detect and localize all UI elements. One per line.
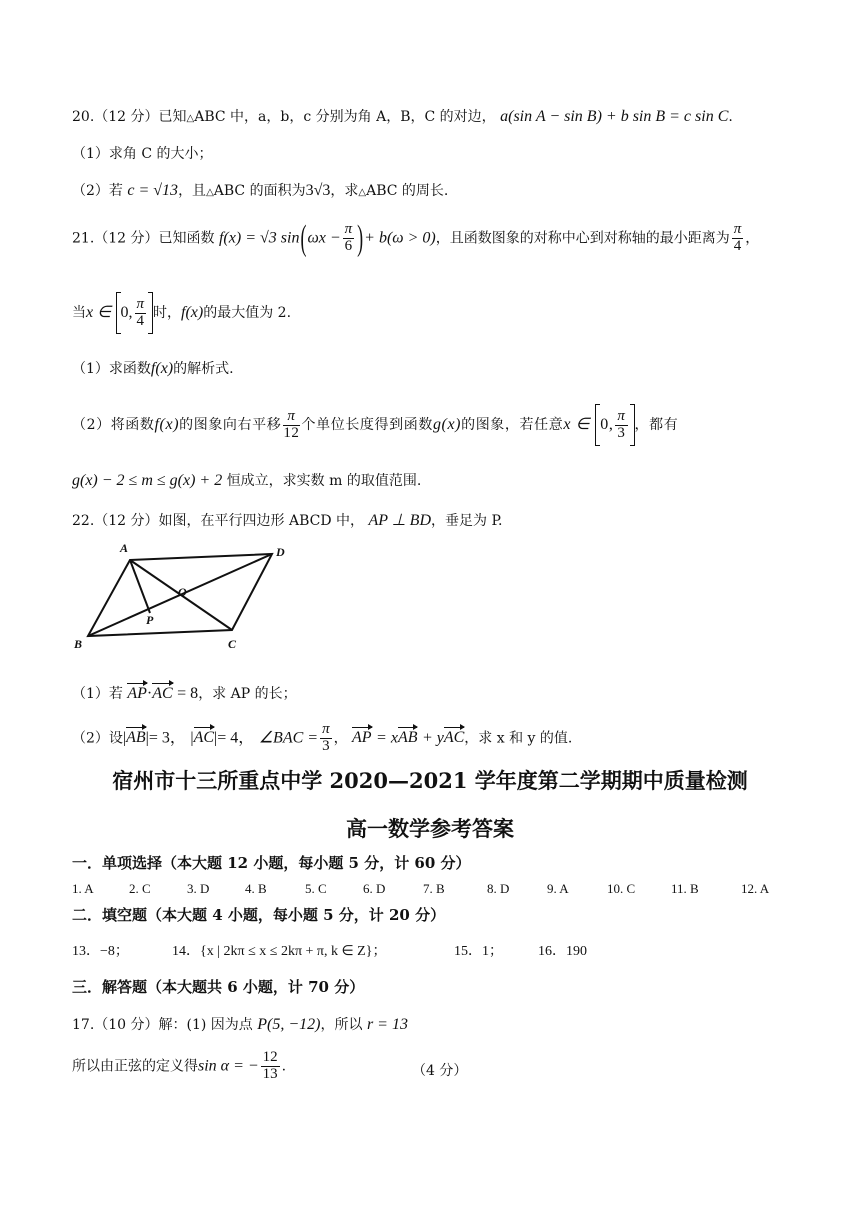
q22-abs-ac: = 4， <box>217 729 255 747</box>
q21-pi-num: π <box>344 221 353 237</box>
q20-prefix: 20.（12 分）已知 <box>72 109 187 125</box>
a17-score: （4 分） <box>412 1063 468 1079</box>
choice-answer: 5. C <box>305 881 327 896</box>
fraction-pi-4 <box>732 222 744 255</box>
q22-part2-a: （2）设 <box>72 730 123 747</box>
q20-mid: ABC 中，a，b，c 分别为角 A，B，C 的对边， <box>194 109 496 125</box>
q20-area-value: 3√3 <box>305 182 331 199</box>
q22-angle: ∠BAC = <box>258 729 319 747</box>
q21-three: 3 <box>617 424 626 441</box>
q22-stem-eq: AP ⊥ BD <box>368 512 432 529</box>
a17-sin: sin α = − <box>198 1057 259 1075</box>
q21-part2-e: ，都有 <box>634 417 679 433</box>
answer-subtitle: 高一数学参考答案 <box>346 816 514 841</box>
q22-part1-a: （1）若 <box>72 686 123 702</box>
choice-answer: 3. D <box>187 881 210 896</box>
dot-operator: · <box>146 685 153 702</box>
q20-part2-end: ，求 <box>330 183 359 199</box>
left-paren-icon: ( <box>300 217 307 258</box>
label-a: A <box>120 541 129 555</box>
q22-stem <box>72 510 503 530</box>
q21-part1-b: 的解析式. <box>173 361 234 377</box>
choice-answer: 10. C <box>607 881 636 896</box>
q20-end: . <box>728 109 733 125</box>
q21-func-inner: ωx − <box>307 229 341 247</box>
vector-ac: AC <box>152 685 173 702</box>
a17-line1 <box>72 1014 408 1034</box>
q21-pi-num4: π <box>283 409 299 426</box>
q22-dot-eq: = 8 <box>177 685 199 702</box>
q20-part1 <box>72 143 213 163</box>
q21-func-lhs: f(x) = √3 sin <box>218 229 300 247</box>
q21-line2-c: 的最大值为 2. <box>203 305 292 321</box>
section-fill-blank: 二．填空题（本大题 4 小题，每小题 5 分，计 20 分） <box>72 906 446 924</box>
q21-line2 <box>72 292 291 334</box>
choice-answer: 2. C <box>129 881 151 896</box>
q20-stem <box>72 106 733 126</box>
a17-den: 13 <box>262 1065 278 1082</box>
vector-ab: AB <box>126 729 146 747</box>
a17-line1-a: 17.（10 分）解：(1) 因为点 <box>72 1017 253 1033</box>
q22-three: 3 <box>322 737 330 754</box>
label-d: D <box>276 545 285 559</box>
triangle-icon: △ <box>358 187 367 198</box>
fraction-12-13 <box>261 1050 280 1083</box>
q21-x-in: x ∈ <box>86 304 112 321</box>
vector-ac2: AC <box>193 729 215 747</box>
fraction-pi-3-angle <box>320 722 332 755</box>
fill-answer-15: 15．1； <box>454 944 503 959</box>
q21-part2-a: （2）将函数 <box>72 417 155 433</box>
fraction-pi-4-interval <box>135 297 147 330</box>
label-p: P <box>146 613 154 627</box>
q21-line2-b: 时， <box>153 305 182 321</box>
choice-answer: 6. D <box>363 881 386 896</box>
choice-answers <box>72 881 783 897</box>
choice-answer: 12. A <box>741 881 770 896</box>
q21-inequality-line <box>72 470 421 490</box>
fraction-pi-3 <box>615 409 627 442</box>
q21-prefix: 21.（12 分）已知函数 <box>72 230 215 247</box>
q20-part2 <box>72 180 448 200</box>
right-paren-icon: ) <box>357 217 364 258</box>
choice-answer: 7. B <box>423 881 445 896</box>
q21-comma: ， <box>745 230 760 247</box>
label-c: C <box>228 637 237 651</box>
triangle-icon: △ <box>206 187 214 198</box>
fill-answer-16: 16．190 <box>538 944 587 959</box>
label-o: O <box>178 585 187 599</box>
a17-line2 <box>72 1050 286 1083</box>
a17-line2-a: 所以由正弦的定义得 <box>72 1058 198 1075</box>
vector-ap: AP <box>127 685 147 702</box>
choice-answer: 1. A <box>72 881 94 896</box>
abs-bar-icon: | <box>145 729 149 747</box>
section-solutions: 三．解答题（本大题共 6 小题，计 70 分） <box>72 978 365 996</box>
q22-part1 <box>72 683 297 703</box>
q21-part2-d: 的图象，若任意 <box>461 417 564 433</box>
q22-eq-x: = x <box>376 729 398 747</box>
q22-pi: π <box>322 721 330 737</box>
choice-answer: 8. D <box>487 881 510 896</box>
q20-part2-b: ，且 <box>178 183 207 199</box>
q21-part2-b: 的图象向右平移 <box>179 417 282 433</box>
q21-four2: 4 <box>136 312 144 329</box>
q21-fx: f(x) <box>181 304 204 321</box>
q21-gx: g(x) <box>432 416 462 433</box>
abs-bar-icon: | <box>190 729 194 747</box>
q21-pi-num3: π <box>136 295 145 312</box>
q21-inequality-end: 恒成立，求实数 m 的取值范围. <box>226 473 422 489</box>
a17-r: r = 13 <box>366 1016 408 1033</box>
q20-c-value: c = √13 <box>127 182 179 199</box>
q21-six: 6 <box>344 237 353 254</box>
q21-interval-zero2: 0, <box>600 416 614 433</box>
q22-part2-end: ，求 x 和 y 的值. <box>464 730 573 747</box>
q20-equation: a(sin A − sin B) + b sin B = c sin C <box>500 108 729 125</box>
fill-answers <box>72 940 587 960</box>
q21-four: 4 <box>733 237 742 254</box>
q21-stem <box>72 217 760 258</box>
fill-answer-13: 13．−8； <box>72 944 129 959</box>
abs-bar-icon: | <box>214 729 218 747</box>
choice-answer: 4. B <box>245 881 267 896</box>
a17-point: P(5, −12) <box>257 1016 321 1033</box>
q21-part2-c: 个单位长度得到函数 <box>301 417 433 433</box>
q21-part2 <box>72 404 678 446</box>
fraction-pi-6 <box>343 222 355 255</box>
section-single-choice: 一．单项选择（本大题 12 小题，每小题 5 分，计 60 分） <box>72 854 471 872</box>
q22-part1-b: ，求 AP 的长； <box>198 686 297 702</box>
q21-interval-zero: 0, <box>120 304 133 321</box>
q20-area-text: ABC 的面积为 <box>213 183 306 199</box>
choice-answer: 9. A <box>547 881 569 896</box>
a17-dot: . <box>281 1058 287 1075</box>
q22-eq-y: + y <box>421 729 444 747</box>
q22-stem-end: ，垂足为 P. <box>431 513 503 529</box>
fill-answer-14: 14．{x | 2kπ ≤ x ≤ 2kπ + π, k ∈ Z}； <box>172 944 387 959</box>
a17-num: 12 <box>262 1049 278 1065</box>
q20-part2-a: （2）若 <box>72 183 123 199</box>
q21-fx3: f(x) <box>154 416 180 433</box>
q21-part1 <box>72 358 234 378</box>
q21-part1-a: （1）求函数 <box>72 361 151 377</box>
q21-line2-a: 当 <box>72 305 86 321</box>
choice-answer: 11. B <box>671 881 699 896</box>
q21-x-in2: x ∈ <box>563 416 591 433</box>
vector-ac3: AC <box>443 729 465 747</box>
abs-bar-icon: | <box>122 729 127 747</box>
q21-twelve: 12 <box>283 424 300 441</box>
q22-part2: （2）设|AB|= 3， |AC|= 4， ∠BAC = $\frac{\pi}{3}$ ， AP = xAB + yAC，求 x 和 y 的值. <box>72 721 573 754</box>
q21-fx2: f(x) <box>150 360 174 377</box>
q21-pi-num2: π <box>733 221 742 237</box>
q21-inequality: g(x) − 2 ≤ m ≤ g(x) + 2 <box>72 472 223 489</box>
a17-line1-b: ，所以 <box>320 1017 363 1033</box>
q20-part1-text: （1）求角 C 的大小； <box>72 146 213 162</box>
triangle-icon: △ <box>186 113 195 124</box>
q21-pi-num5: π <box>617 407 626 424</box>
vector-ab2: AB <box>397 729 418 747</box>
q22-stem-text: 22.（12 分）如图，在平行四边形 ABCD 中， <box>72 513 365 529</box>
answer-title: 宿州市十三所重点中学 2020—2021 学年度第二学期期中质量检测 <box>112 768 748 793</box>
q21-suffix: ，且函数图象的对称中心到对称轴的最小距离为 <box>435 230 730 247</box>
fraction-pi-12 <box>283 409 299 442</box>
q22-abs-ab: = 3， <box>148 729 186 747</box>
q20-part2-end2: ABC 的周长. <box>366 183 449 199</box>
parallelogram-figure <box>68 540 308 660</box>
vector-ap2: AP <box>352 729 372 747</box>
label-b: B <box>74 637 83 651</box>
q21-func-rhs: + b(ω > 0) <box>364 229 436 247</box>
